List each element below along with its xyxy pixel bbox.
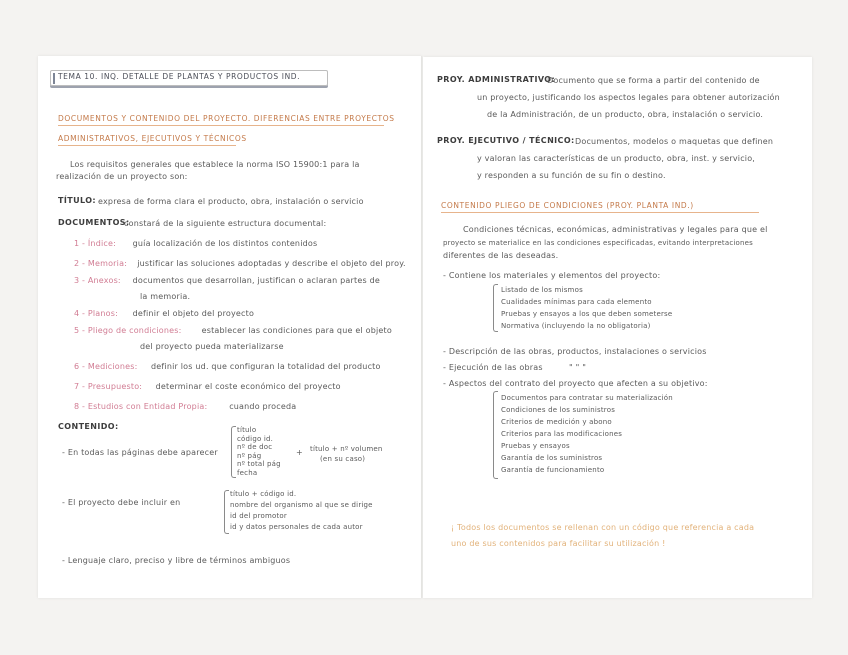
adm-line2: un proyecto, justificando los aspectos legales para obtener autorización [477,93,780,102]
intro-line2: realización de un proyecto son: [56,172,188,181]
aspectos-item: Garantía de los suministros [501,454,603,462]
note-line1: ¡ Todos los documentos se rellenan con un código que referencia a cada [451,523,755,532]
contiene-line: - Contiene los materiales y elementos del proyecto: [443,271,661,280]
identification-item: nombre del organismo al que se dirige [230,501,373,509]
contenido-right1: título + nº volumen [310,445,383,453]
adm-line1: Documento que se forma a partir del contenido de [547,76,760,85]
aspectos-item: Pruebas y ensayos [501,442,570,450]
doc-item-label: 3 - Anexos: [74,276,121,285]
doc-item-text: la memoria. [140,292,191,301]
contenido-item2: - El proyecto debe incluir en [62,498,181,507]
eje-line1: Documentos, modelos o maquetas que definen [575,137,774,146]
ejecucion-line: - Ejecución de las obras [443,363,543,372]
adm-label: PROY. ADMINISTRATIVO: [437,75,556,84]
header-field-item: título [237,426,257,434]
documentos-text: constará de la siguiente estructura documental: [124,219,327,228]
contenido-label: CONTENIDO: [58,422,119,431]
header-field-item: nº total pág [237,460,281,468]
plus-sign: + [296,448,303,457]
aspectos-item: Condiciones de los suministros [501,406,616,414]
section-heading-line2: ADMINISTRATIVOS, EJECUTIVOS Y TÉCNICOS [58,134,247,143]
doc-item-text: definir el objeto del proyecto [132,309,255,318]
doc-item-label: 6 - Mediciones: [74,362,138,371]
contenido-item3: - Lenguaje claro, preciso y libre de términos ambiguos [62,556,291,565]
pliego-section-heading: CONTENIDO PLIEGO DE CONDICIONES (PROY. PLANTA IND.) [441,201,694,210]
doc-item-text: documentos que desarrollan, justifican o aclaran partes de [132,276,380,285]
descripcion-line: - Descripción de las obras, productos, instalaciones o servicios [443,347,707,356]
eje-line3: y responden a su función de su fin o destino. [477,171,666,180]
contenido-item1: - En todas las páginas debe aparecer [62,448,218,457]
header-field-item: nº de doc [237,443,273,451]
eje-label: PROY. EJECUTIVO / TÉCNICO: [437,136,575,145]
aspectos-item: Garantía de funcionamiento [501,466,605,474]
contiene-item: Pruebas y ensayos a los que deben someterse [501,310,673,318]
doc-item-text: cuando proceda [229,402,297,411]
intro-line1: Los requisitos generales que establece la norma ISO 15900:1 para la [70,160,360,169]
header-field-item: fecha [237,468,258,477]
doc-item-text: determinar el coste económico del proyecto [155,382,341,391]
cond-line3: diferentes de las deseadas. [443,251,559,260]
doc-item-label: 8 - Estudios con Entidad Propia: [74,402,208,411]
doc-item-text: del proyecto pueda materializarse [140,342,284,351]
titulo-text: expresa de forma clara el producto, obra, instalación o servicio [98,197,364,206]
aspectos-line: - Aspectos del contrato del proyecto que afecten a su objetivo: [443,379,708,388]
header-field-item: código id. [237,434,274,443]
aspectos-item: Criterios de medición y abono [501,418,612,426]
identification-item: id del promotor [230,512,287,520]
ditto-marks: " " " [569,363,587,372]
doc-item-label: 4 - Planos: [74,309,119,318]
doc-item-label: 1 - Índice: [74,239,117,248]
doc-item-text: justificar las soluciones adoptadas y describe el objeto del proy. [137,259,406,268]
header-field-item: nº pág [237,451,262,460]
cond-line2: proyecto se materialice en las condiciones especificadas, evitando interpretaciones [443,239,754,247]
documentos-label: DOCUMENTOS: [58,218,130,227]
aspectos-item: Criterios para las modificaciones [501,430,623,438]
right-notebook-page [423,57,812,598]
doc-item-text: establecer las condiciones para que el objeto [201,326,392,335]
doc-item-label: 2 - Memoria: [74,259,128,268]
adm-line3: de la Administración, de un producto, obra, instalación o servicio. [487,110,764,119]
contiene-item: Cualidades mínimas para cada elemento [501,298,652,306]
doc-item-text: definir los ud. que configuran la totalidad del producto [151,362,381,371]
contiene-item: Listado de los mismos [501,286,583,294]
aspectos-item: Documentos para contratar su materialización [501,394,673,402]
titulo-label: TÍTULO: [58,196,96,205]
doc-item-label: 5 - Pliego de condiciones: [74,326,182,335]
identification-item: título + código id. [230,490,297,498]
doc-item-label: 7 - Presupuesto: [74,382,143,391]
left-notebook-page [38,56,422,598]
identification-item: id y datos personales de cada autor [230,523,363,531]
contenido-right2: (en su caso) [320,455,366,463]
note-line2: uno de sus contenidos para facilitar su utilización ! [451,539,666,548]
cond-line1: Condiciones técnicas, económicas, administrativas y legales para que el [463,225,768,234]
section-heading-line1: DOCUMENTOS Y CONTENIDO DEL PROYECTO. DIFERENCIAS ENTRE PROYECTOS [58,114,395,123]
topic-title: TEMA 10. INQ. DETALLE DE PLANTAS Y PRODUCTOS IND. [58,72,301,81]
contiene-item: Normativa (incluyendo la no obligatoria) [501,322,651,330]
doc-item-text: guía localización de los distintos contenidos [132,239,318,248]
eje-line2: y valoran las características de un producto, obra, inst. y servicio, [477,154,756,163]
